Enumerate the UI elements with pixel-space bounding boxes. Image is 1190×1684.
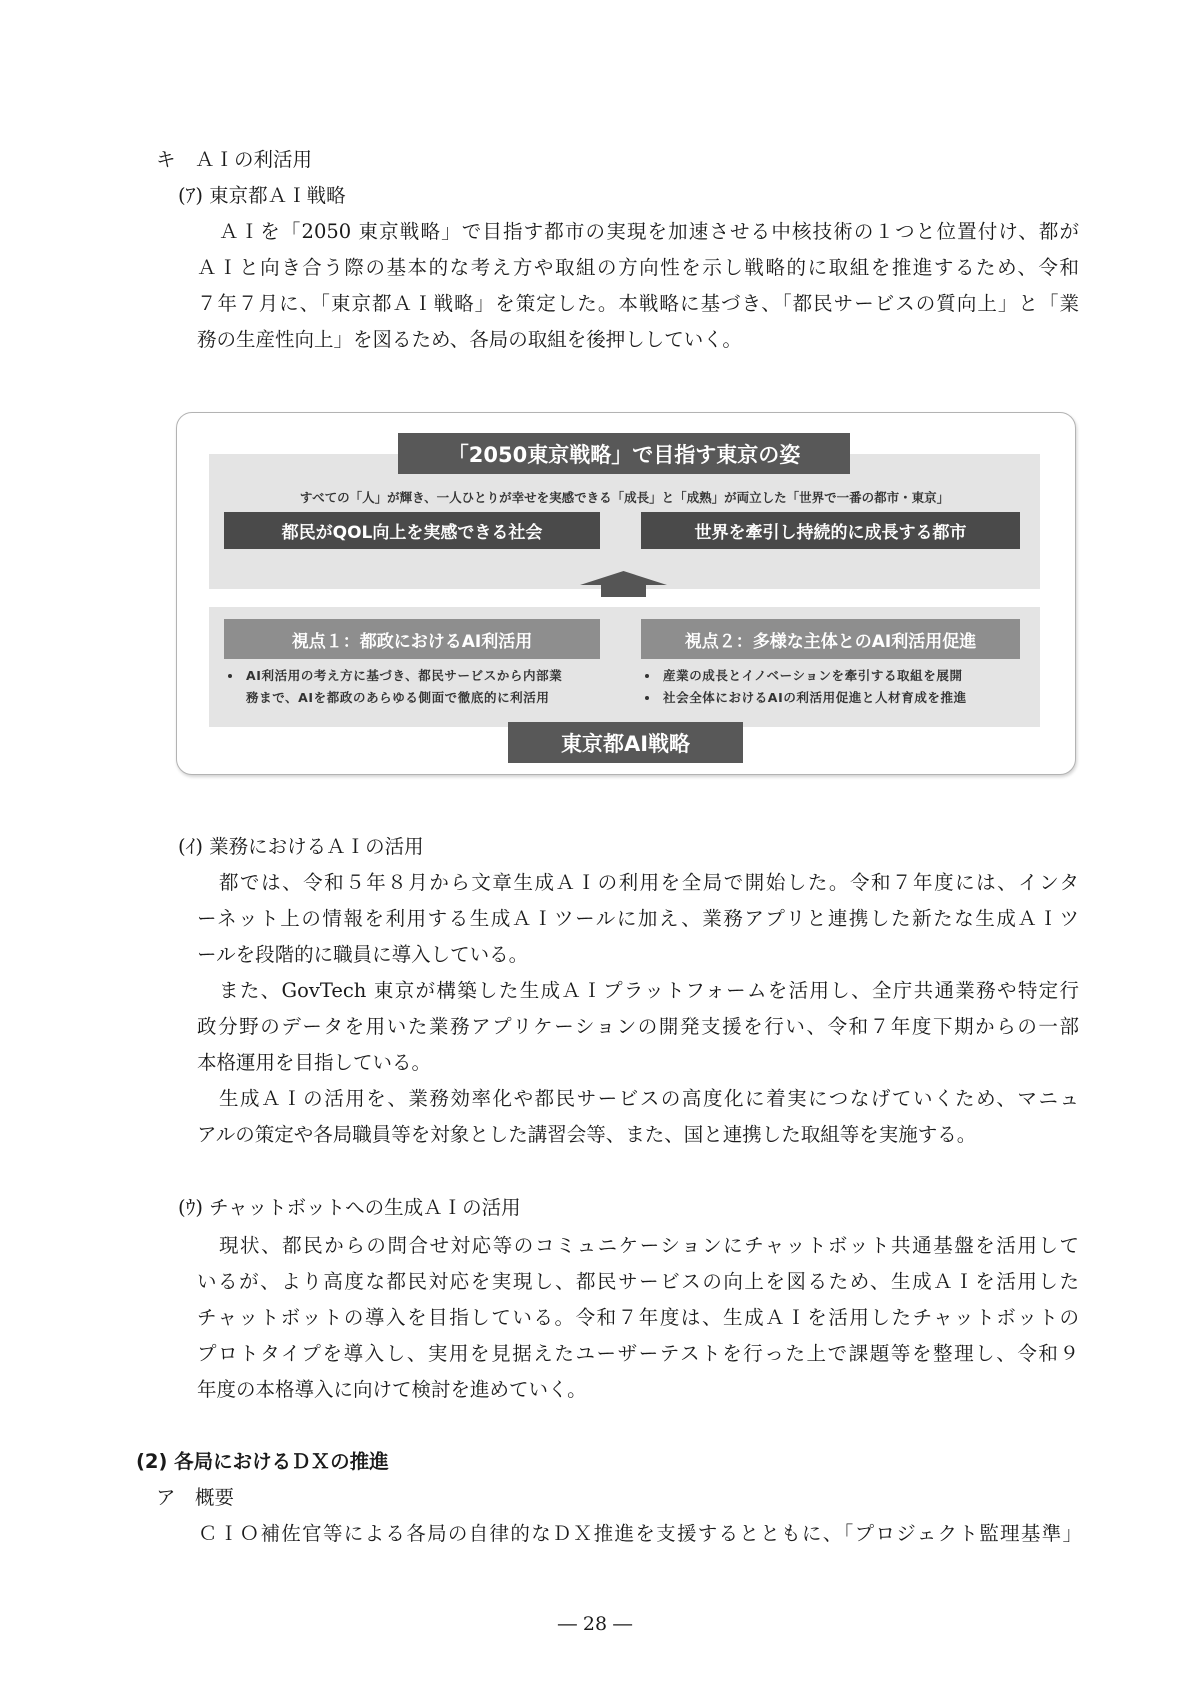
paragraph-line: ７年７月に、「東京都ＡＩ戦略」を策定した。本戦略に基づき、「都民サービスの質向上」と「業	[197, 292, 1079, 315]
section-heading-2: (2) 各局におけるＤＸの推進	[136, 1450, 389, 1473]
bullet-line: 務まで、AIを都政のあらゆる側面で徹底的に利活用	[246, 690, 550, 705]
goal-box-city: 世界を牽引し持続的に成長する都市	[641, 512, 1020, 549]
bullet-item	[641, 665, 1020, 687]
bullet-item	[224, 665, 600, 709]
bullet-line: 社会全体におけるAIの利活用促進と人材育成を推進	[663, 690, 967, 705]
paragraph-line: ＡＩと向き合う際の基本的な考え方や取組の方向性を示し戦略的に取組を推進するため、令和	[197, 256, 1079, 279]
paragraph-ai-strategy	[197, 214, 1079, 358]
subsection-heading-i: (ｲ) 業務におけるＡＩの活用	[178, 835, 424, 858]
paragraph-line: ールを段階的に職員に導入している。	[197, 943, 529, 966]
section-heading-ki: キ ＡＩの利活用	[156, 148, 313, 171]
bullet-line: AI利活用の考え方に基づき、都民サービスから内部業	[246, 668, 563, 683]
paragraph-line: チャットボットの導入を目指している。令和７年度は、生成ＡＩを活用したチャットボットの	[197, 1306, 1079, 1329]
viewpoint-2-bullets	[641, 665, 1020, 709]
paragraph-chatbot	[197, 1228, 1079, 1408]
subsection-heading-u: (ｳ) チャットボットへの生成ＡＩの活用	[178, 1196, 521, 1219]
bullet-icon	[645, 674, 649, 678]
bullet-item	[641, 687, 1020, 709]
vision-statement: すべての「人」が輝き、一人ひとりが幸せを実感できる「成長」と「成熟」が両立した「世界で一番の都市・東京」	[299, 490, 950, 505]
ai-strategy-figure	[176, 412, 1076, 775]
paragraph-line: ＣＩＯ補佐官等による各局の自律的なＤＸ推進を支援するとともに、「プロジェクト監理基準」	[198, 1522, 1082, 1545]
paragraph-line: プロトタイプを導入し、実用を見据えたユーザーテストを行った上で課題等を整理し、令和９	[197, 1342, 1079, 1365]
goal-box-citizens: 都民がQOL向上を実感できる社会	[224, 512, 600, 549]
paragraph-line: いるが、より高度な都民対応を実現し、都民サービスの向上を図るため、生成ＡＩを活用した	[197, 1270, 1079, 1293]
paragraph-ai-in-operations	[197, 865, 1079, 1153]
paragraph-line: ーネット上の情報を利用する生成ＡＩツールに加え、業務アプリと連携した新たな生成ＡＩツ	[197, 907, 1079, 930]
paragraph-line: 都では、令和５年８月から文章生成ＡＩの利用を全局で開始した。令和７年度には、インタ	[219, 871, 1079, 894]
subsection-heading-a: (ｱ) 東京都ＡＩ戦略	[178, 184, 346, 207]
paragraph-line: アルの策定や各局職員等を対象とした講習会等、また、国と連携した取組等を実施する。	[197, 1123, 977, 1146]
viewpoint-1-bullets	[224, 665, 600, 709]
viewpoint-2-box: 視点２：多様な主体とのAI利活用促進	[641, 619, 1020, 659]
paragraph-line: 務の生産性向上」を図るため、各局の取組を後押ししていく。	[197, 328, 742, 351]
bullet-icon	[645, 696, 649, 700]
paragraph-line: 現状、都民からの問合せ対応等のコミュニケーションにチャットボット共通基盤を活用して	[219, 1234, 1079, 1257]
page-number: ― 28 ―	[557, 1613, 633, 1635]
paragraph-overview	[176, 1516, 1082, 1552]
bullet-icon	[228, 674, 232, 678]
viewpoint-1-box: 視点１：都政におけるAI利活用	[224, 619, 600, 659]
paragraph-line: 生成ＡＩの活用を、業務効率化や都民サービスの高度化に着実につなげていくため、マニュ	[219, 1087, 1079, 1110]
up-arrow-icon	[580, 571, 667, 597]
subsection-heading-overview: ア 概要	[156, 1486, 235, 1509]
figure-footer-banner: 東京都AI戦略	[508, 722, 743, 763]
figure-title-banner: 「2050東京戦略」で目指す東京の姿	[398, 433, 850, 474]
paragraph-line: ＡＩを「2050 東京戦略」で目指す都市の実現を加速させる中核技術の１つと位置付け、都が	[219, 220, 1079, 243]
paragraph-line: また、GovTech 東京が構築した生成ＡＩプラットフォームを活用し、全庁共通業務や特定行	[219, 979, 1079, 1002]
paragraph-line: 政分野のデータを用いた業務アプリケーションの開発支援を行い、令和７年度下期からの一部	[197, 1015, 1079, 1038]
paragraph-line: 年度の本格導入に向けて検討を進めていく。	[197, 1378, 587, 1401]
bullet-line: 産業の成長とイノベーションを牽引する取組を展開	[663, 668, 963, 683]
paragraph-line: 本格運用を目指している。	[197, 1051, 432, 1074]
